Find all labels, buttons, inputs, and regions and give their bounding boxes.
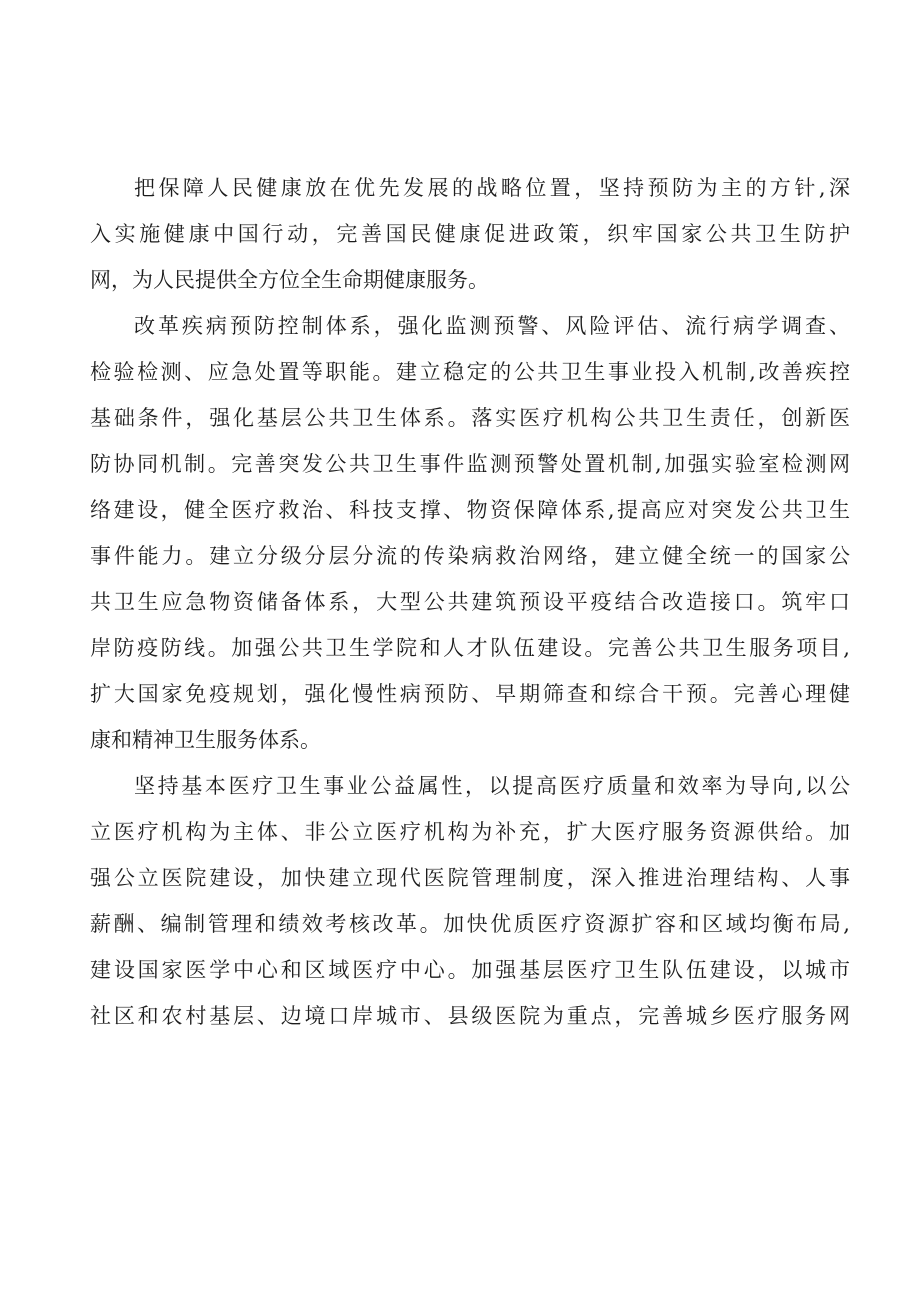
text-line: 把保障人民健康放在优先发展的战略位置，坚持预防为主的方针,深 (134, 176, 850, 200)
text-line: 薪酬、编制管理和绩效考核改革。加快优质医疗资源扩容和区域均衡布局, (90, 912, 850, 936)
paragraph-1 (90, 165, 850, 303)
paragraph-3 (90, 763, 850, 1039)
text-line: 防协同机制。完善突发公共卫生事件监测预警处置机制,加强实验室检测网 (90, 452, 850, 476)
text-line: 事件能力。建立分级分层分流的传染病救治网络，建立健全统一的国家公 (90, 544, 850, 568)
text-line: 检验检测、应急处置等职能。建立稳定的公共卫生事业投入机制,改善疾控 (90, 360, 850, 384)
document-body (90, 165, 850, 1039)
text-line: 网，为人民提供全方位全生命期健康服务。 (90, 268, 489, 292)
text-line: 共卫生应急物资储备体系，大型公共建筑预设平疫结合改造接口。筑牢口 (90, 590, 850, 614)
text-line: 坚持基本医疗卫生事业公益属性，以提高医疗质量和效率为导向,以公 (134, 774, 850, 798)
text-line: 扩大国家免疫规划，强化慢性病预防、早期筛查和综合干预。完善心理健 (90, 682, 850, 706)
text-line: 康和精神卫生服务体系。 (90, 728, 321, 752)
paragraph-2 (90, 303, 850, 763)
text-line: 立医疗机构为主体、非公立医疗机构为补充，扩大医疗服务资源供给。加 (90, 820, 850, 844)
text-line: 社区和农村基层、边境口岸城市、县级医院为重点，完善城乡医疗服务网 (90, 1004, 850, 1028)
text-line: 改革疾病预防控制体系，强化监测预警、风险评估、流行病学调查、 (134, 314, 850, 338)
text-line: 络建设，健全医疗救治、科技支撑、物资保障体系,提高应对突发公共卫生 (90, 498, 850, 522)
text-line: 入实施健康中国行动，完善国民健康促进政策，织牢国家公共卫生防护 (90, 222, 850, 246)
text-line: 强公立医院建设，加快建立现代医院管理制度，深入推进治理结构、人事 (90, 866, 850, 890)
text-line: 建设国家医学中心和区域医疗中心。加强基层医疗卫生队伍建设，以城市 (90, 958, 850, 982)
text-line: 基础条件，强化基层公共卫生体系。落实医疗机构公共卫生责任，创新医 (90, 406, 850, 430)
text-line: 岸防疫防线。加强公共卫生学院和人才队伍建设。完善公共卫生服务项目, (90, 636, 850, 660)
